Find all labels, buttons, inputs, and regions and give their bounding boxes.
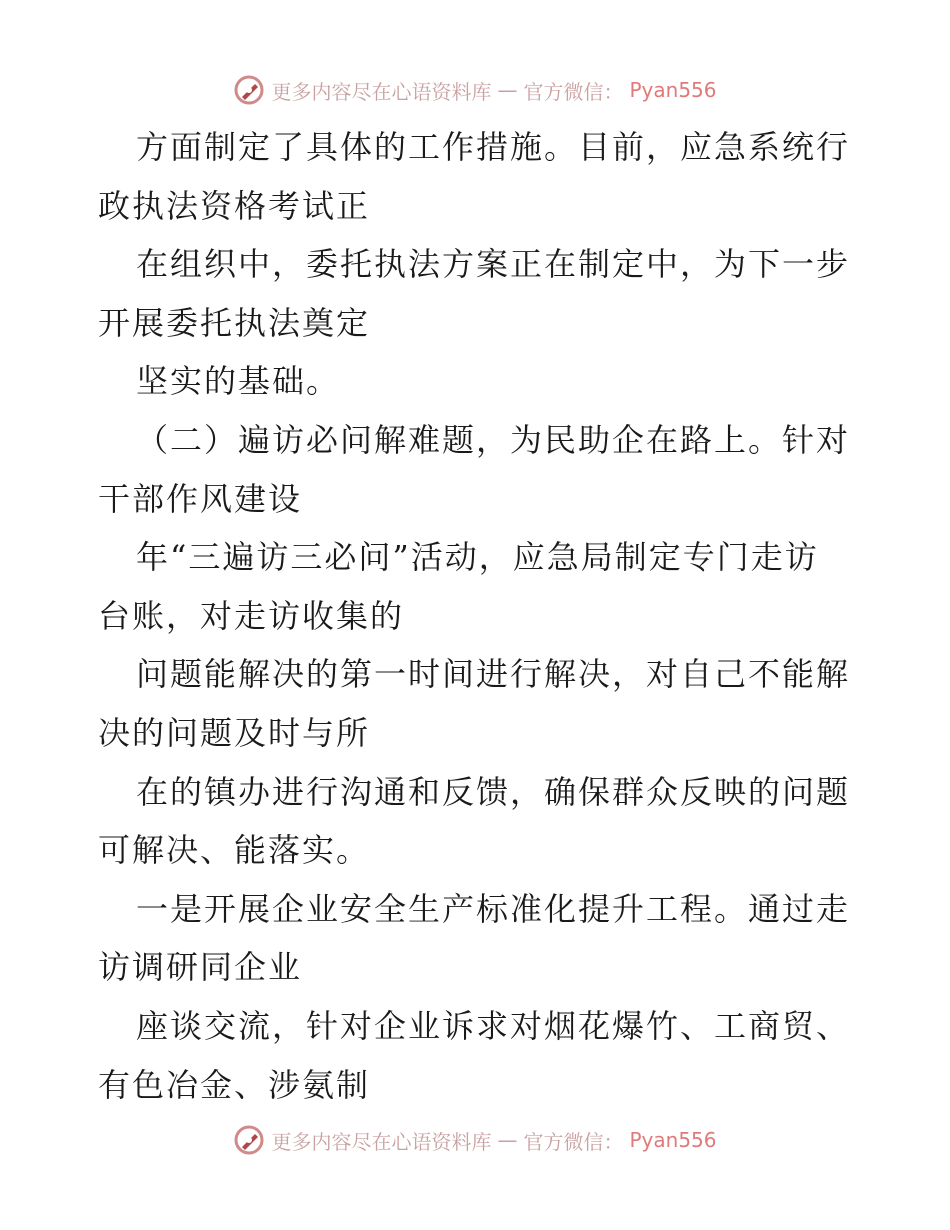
- footer-watermark: [0, 1124, 950, 1156]
- body-line: 决的问题及时与所: [98, 713, 371, 752]
- pen-circle-icon: [233, 74, 265, 106]
- watermark-handle: Pyan556: [629, 1128, 717, 1152]
- watermark-official: 官方微信：: [523, 1129, 624, 1154]
- watermark-dash: —: [497, 1128, 518, 1152]
- body-line: 台账，对走访收集的: [98, 596, 405, 635]
- body-line: 干部作风建设: [98, 479, 303, 518]
- pen-circle-icon: [233, 1124, 265, 1156]
- body-line: 开展委托执法奠定: [98, 303, 371, 342]
- body-line: 方面制定了具体的工作措施。目前，应急系统行: [136, 128, 851, 166]
- body-line: 座谈交流，针对企业诉求对烟花爆竹、工商贸、: [136, 1006, 851, 1045]
- body-line: 坚实的基础。: [136, 362, 341, 401]
- watermark-text: 更多内容尽在心语资料库: [271, 79, 492, 104]
- header-watermark: [0, 74, 950, 106]
- document-body: [98, 122, 858, 1118]
- body-line: 访调研同企业: [98, 948, 303, 987]
- body-line: 可解决、能落实。: [98, 831, 371, 870]
- body-line: 在的镇办进行沟通和反馈，确保群众反映的问题: [136, 772, 851, 811]
- watermark-dash: —: [497, 78, 518, 102]
- body-line: 有色冶金、涉氨制: [98, 1065, 371, 1104]
- body-line: 政执法资格考试正: [98, 186, 371, 225]
- body-line: 在组织中，委托执法方案正在制定中，为下一步: [136, 245, 851, 284]
- body-line: 问题能解决的第一时间进行解决，对自己不能解: [136, 655, 851, 694]
- watermark-text: 更多内容尽在心语资料库: [271, 1129, 492, 1154]
- body-line: （二）遍访必问解难题，为民助企在路上。针对: [136, 420, 851, 459]
- body-line: 一是开展企业安全生产标准化提升工程。通过走: [136, 889, 851, 928]
- watermark-handle: Pyan556: [629, 78, 717, 102]
- watermark-official: 官方微信：: [523, 79, 624, 104]
- body-line: 年“三遍访三必问”活动，应急局制定专门走访: [136, 538, 819, 577]
